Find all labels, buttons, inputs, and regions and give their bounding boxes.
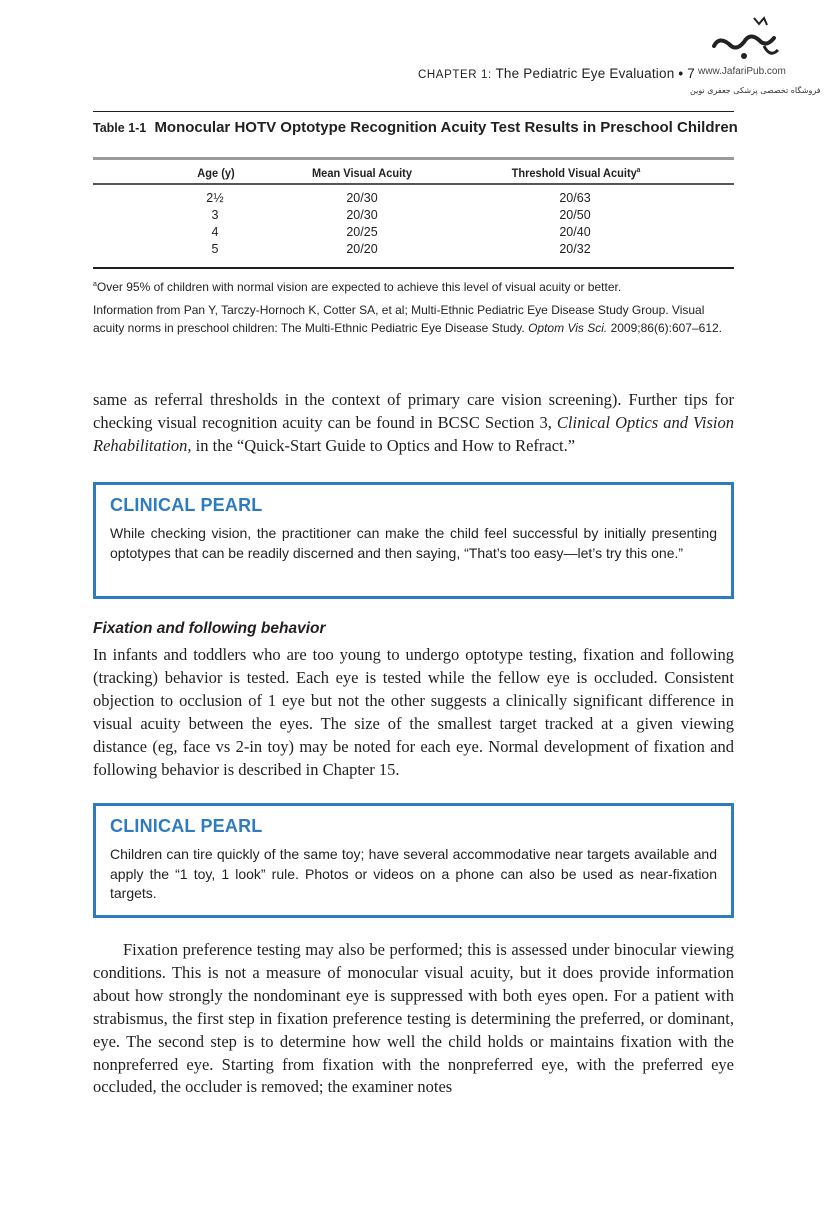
table-cell: 20/63: [559, 191, 591, 205]
table-title-text: Monocular HOTV Optotype Recognition Acuity Test Results in Preschool Children: [154, 119, 738, 136]
table-cell: 5: [211, 242, 219, 256]
clinical-pearl-title: CLINICAL PEARL: [110, 495, 263, 515]
table-cell: 20/25: [346, 225, 378, 239]
column-header-threshold-text: Threshold Visual Acuity: [511, 166, 637, 180]
table-top-rule: [93, 157, 734, 160]
table-cell: 20/40: [559, 225, 591, 239]
source-citation: 2009;86(6):607–612.: [610, 321, 723, 335]
source-text: Information from Pan Y, Tarczy-Hornoch K, Cotter SA, et al; Multi-Ethnic Pediatric Eye Disease Study Group. Visual acuity norms in preschool children: The Multi-Ethnic Pediatric Eye Disease Study.: [93, 303, 705, 335]
running-header: [418, 66, 695, 81]
chapter-title: The Pediatric Eye Evaluation: [495, 66, 675, 81]
column-header-threshold: [502, 166, 649, 180]
clinical-pearl-box: [93, 482, 734, 599]
table-cell: 2½: [206, 191, 224, 205]
clinical-pearl-text: While checking vision, the practitioner can make the child feel successful by initially presenting optotypes that can be readily discerned and then saying, “That’s too easy—let’s try this one.”: [110, 525, 717, 561]
watermark-url: www.JafariPub.com: [698, 66, 786, 77]
body-paragraph: Fixation preference testing may also be performed; this is assessed under binocular viewing conditions. This is not a measure of monocular visual acuity, but it does provide information about how strongly the nondominant eye is suppressed with both eyes open. For a patient with strabismus, the first step in fixation preference testing is determining the preferred, or dominant, eye. The second step is to determine how well the child holds or maintains fixation with the nonpreferred eye. Starting from fixation with the nonpreferred eye, with the preferred eye occluded, the occluder is removed; the examiner notes: [93, 940, 734, 1097]
watermark-subtitle: فروشگاه تخصصی پزشکی جعفری نوین: [690, 86, 821, 95]
table-title: [93, 118, 738, 138]
header-separator: •: [678, 66, 684, 81]
table-source: [93, 301, 738, 337]
column-header-age: Age (y): [197, 166, 235, 180]
table-cell: 20/50: [559, 208, 591, 222]
table-cell: 20/32: [559, 242, 591, 256]
paragraph-text: same as referral thresholds in the context of primary care vision screening). Further tips for checking visual recognition acuity can be found in BCSC Section 3,: [93, 390, 734, 432]
table-cell: 20/30: [346, 208, 378, 222]
footnote-text: Over 95% of children with normal vision are expected to achieve this level of visual acuity or better.: [96, 280, 622, 294]
book-title: Clinical Optics and Vision Rehabilitation,: [93, 412, 734, 455]
table-cell: 3: [211, 208, 219, 222]
table-cell: 20/20: [346, 242, 378, 256]
publisher-logo-icon: [704, 16, 784, 66]
body-paragraph: [93, 389, 734, 458]
threshold-footnote-marker: a: [636, 167, 641, 174]
paragraph-text: in the “Quick-Start Guide to Optics and How to Refract.”: [195, 435, 576, 455]
source-journal: Optom Vis Sci.: [528, 321, 608, 335]
watermark: [690, 16, 821, 106]
table-bottom-rule: [93, 267, 734, 269]
footnote-marker: a: [93, 281, 97, 288]
chapter-label: CHAPTER 1:: [418, 69, 492, 81]
clinical-pearl-text: Children can tire quickly of the same toy; have several accommodative near targets available and apply the “1 toy, 1 look” rule. Photos or videos on a phone can also be used as near-fixation targets.: [110, 846, 717, 901]
table-footnote: [93, 276, 738, 296]
table-cell: 20/30: [346, 191, 378, 205]
table-cell: 4: [211, 225, 219, 239]
clinical-pearl-box: [93, 803, 734, 918]
clinical-pearl-title: CLINICAL PEARL: [110, 816, 263, 836]
column-header-mean: Mean Visual Acuity: [311, 166, 412, 180]
table-header-rule: [93, 183, 734, 185]
header-rule: [93, 111, 734, 112]
body-paragraph: In infants and toddlers who are too young to undergo optotype testing, fixation and following (tracking) behavior is tested. Each eye is tested while the fellow eye is occluded. Consistent objection to occlusion of 1 eye but not the other suggests a clinically significant difference in visual acuity between the eyes. The size of the smallest target tracked at a given viewing distance (eg, face vs 2-in toy) may be noted for each eye. Normal development of fixation and following behavior is described in Chapter 15.: [93, 645, 734, 779]
table-number: Table 1-1: [93, 121, 147, 135]
page-number: 7: [687, 66, 695, 81]
section-heading: Fixation and following behavior: [93, 620, 326, 637]
